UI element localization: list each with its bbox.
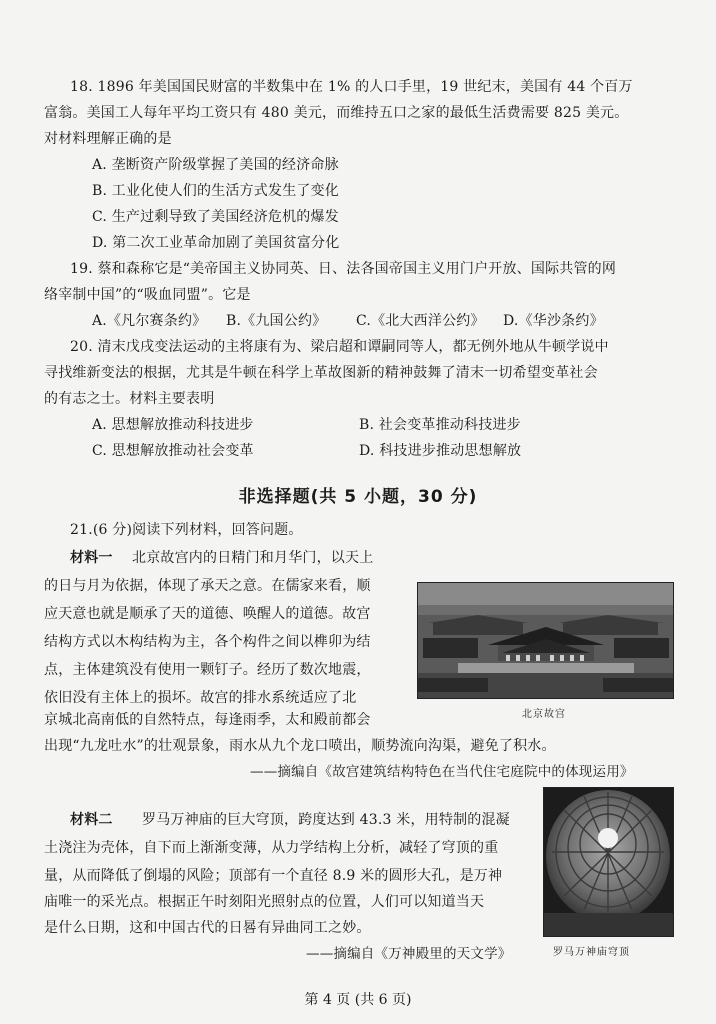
q20-option-a: A. 思想解放推动科技进步 [92,417,254,433]
q19-option-b: B.《九国公约》 [226,313,327,329]
q18-option-c: C. 生产过剩导致了美国经济危机的爆发 [92,209,339,225]
q20-line-3: 的有志之士。材料主要表明 [44,391,215,407]
material-2-line: 量，从而降低了倒塌的风险；顶部有一个直径 8.9 米的圆形大孔，是万神 [44,868,503,884]
material-1-line: 京城北高南低的自然特点，每逢雨季，太和殿前都会 [44,712,371,728]
material-2-line: 土浇注为壳体，自下而上渐渐变薄，从力学结构上分析，减轻了穹顶的重 [44,840,499,856]
forbidden-city-image [418,583,673,698]
forbidden-city-caption: 北京故宫 [522,709,566,720]
pantheon-dome-photo [543,787,674,937]
material-1-source: ——摘编自《故宫建筑结构特色在当代住宅庭院中的体现运用》 [250,764,634,780]
section-title: 非选择题(共 5 小题，30 分) [238,487,478,507]
q20-option-d: D. 科技进步推动思想解放 [359,443,522,459]
material-2-line: 庙唯一的采光点。根据正午时刻阳光照射点的位置，人们可以知道当天 [44,894,485,910]
q18-line-1: 18. 1896 年美国国民财富的半数集中在 1% 的人口手里，19 世纪末，美国有 44 个百万 [70,79,633,95]
material-1-line: 应天意也就是顺承了天的道德、唤醒人的道德。故宫 [44,606,371,622]
pantheon-dome-image [544,788,673,936]
q18-line-3: 对材料理解正确的是 [44,131,172,147]
material-1-line: 点，主体建筑没有使用一颗钉子。经历了数次地震， [44,662,371,678]
q18-option-a: A. 垄断资产阶级掌握了美国的经济命脉 [92,157,339,173]
q20-option-b: B. 社会变革推动科技进步 [359,417,521,433]
q18-option-d: D. 第二次工业革命加剧了美国贫富分化 [92,235,340,251]
material-1-line: 依旧没有主体上的损坏。故宫的排水系统适应了北 [44,690,357,706]
material-2-line: 罗马万神庙的巨大穹顶，跨度达到 43.3 米，用特制的混凝 [142,812,510,828]
material-2-source: ——摘编自《万神殿里的天文学》 [306,946,512,962]
forbidden-city-photo [417,582,674,699]
q20-option-c: C. 思想解放推动社会变革 [92,443,254,459]
q19-option-c: C.《北大西洋公约》 [356,313,485,329]
page-number: 第 4 页 (共 6 页) [304,992,412,1008]
pantheon-caption: 罗马万神庙穹顶 [553,947,630,958]
q18-line-2: 富翁。美国工人每年平均工资只有 480 美元，而维持五口之家的最低生活费需要 825 美元。 [44,105,629,121]
q19-line-1: 19. 蔡和森称它是“美帝国主义协同英、日、法各国帝国主义用门户开放、国际共管的网 [70,261,617,277]
q21-intro: 21.(6 分)阅读下列材料，回答问题。 [70,522,303,538]
q19-option-d: D.《华沙条约》 [503,313,604,329]
material-1-line: 出现“九龙吐水”的壮观景象，雨水从九个龙口喷出，顺势流向沟渠，避免了积水。 [44,738,556,754]
q20-line-1: 20. 清末戊戌变法运动的主将康有为、梁启超和谭嗣同等人，都无例外地从牛顿学说中 [70,339,609,355]
material-1-line: 北京故宫内的日精门和月华门，以天上 [132,550,374,566]
q19-option-a: A.《凡尔赛条约》 [92,313,207,329]
material-1-line: 的日与月为依据，体现了承天之意。在儒家来看，顺 [44,578,371,594]
q19-line-2: 络宰制中国”的“吸血同盟”。它是 [44,287,251,303]
material-2-line: 是什么日期，这和中国古代的日晷有异曲同工之妙。 [44,920,371,936]
material-1-label: 材料一 [70,550,113,566]
material-2-label: 材料二 [70,812,113,828]
q20-line-2: 寻找维新变法的根据，尤其是牛顿在科学上革故图新的精神鼓舞了清末一切希望变革社会 [44,365,598,381]
q18-option-b: B. 工业化使人们的生活方式发生了变化 [92,183,339,199]
material-1-line: 结构方式以木构结构为主，各个构件之间以榫卯为结 [44,634,371,650]
